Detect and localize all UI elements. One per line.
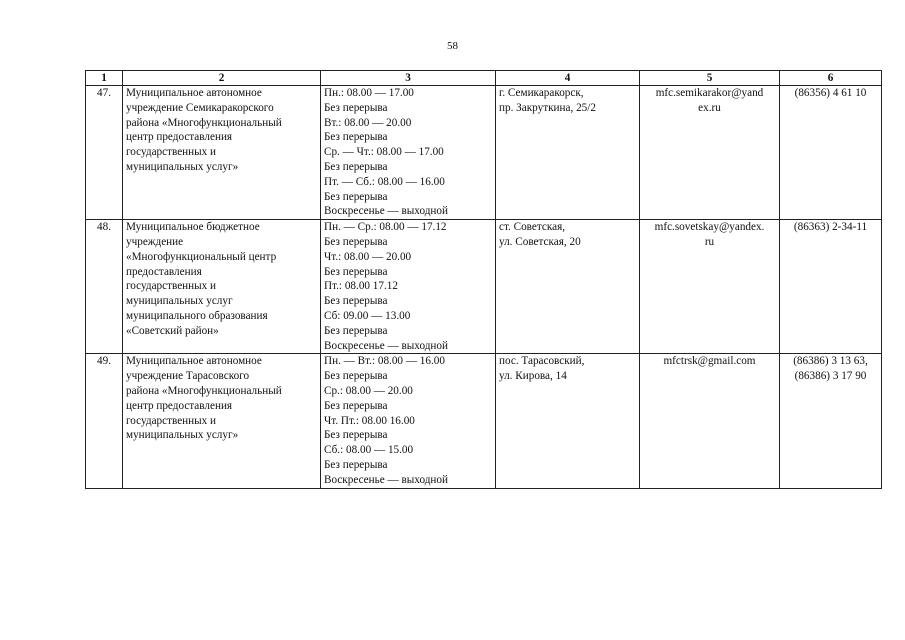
email-address <box>640 86 780 220</box>
organization-name-line: муниципальных услуг» <box>126 429 239 442</box>
column-header: 6 <box>780 71 882 86</box>
organization-name-line: района «Многофункциональный <box>126 116 282 129</box>
email-address <box>640 220 780 354</box>
organization-name-line: Муниципальное автономное <box>126 355 262 368</box>
address <box>496 220 640 354</box>
work-schedule-line: Без перерыва <box>324 295 388 308</box>
organization-name-line: предоставления <box>126 265 202 278</box>
work-schedule-line: Воскресенье — выходной <box>324 473 448 486</box>
work-schedule-line: Без перерыва <box>324 235 388 248</box>
row-number: 47. <box>86 86 123 220</box>
work-schedule-line: Без перерыва <box>324 265 388 278</box>
phone-number-line: (86386) 3 17 90 <box>794 370 867 383</box>
mfc-registry-table <box>85 70 882 489</box>
work-schedule-line: Пн. — Вт.: 08.00 — 16.00 <box>324 355 445 368</box>
work-schedule <box>321 354 496 488</box>
phone-number-line: (86386) 3 13 63, <box>793 355 868 368</box>
organization-name-line: Муниципальное бюджетное <box>126 221 260 234</box>
phone-number <box>780 354 882 488</box>
organization-name-line: муниципального образования <box>126 309 268 322</box>
work-schedule-line: Без перерыва <box>324 399 388 412</box>
organization-name-line: муниципальных услуг <box>126 295 233 308</box>
work-schedule-line: Без перерыва <box>324 458 388 471</box>
email-address-line: mfctrsk@gmail.com <box>663 355 756 368</box>
organization-name-line: Муниципальное автономное <box>126 87 262 99</box>
column-header: 1 <box>86 71 123 86</box>
work-schedule-line: Без перерыва <box>324 324 388 337</box>
work-schedule-line: Без перерыва <box>324 131 388 144</box>
work-schedule <box>321 86 496 220</box>
column-header: 5 <box>640 71 780 86</box>
row-number: 48. <box>86 220 123 354</box>
organization-name-line: центр предоставления <box>126 131 233 144</box>
address-line: пос. Тарасовский, <box>499 355 585 368</box>
email-address-line: ex.ru <box>698 101 721 114</box>
email-address <box>640 354 780 488</box>
work-schedule-line: Без перерыва <box>324 370 388 383</box>
table-row <box>86 86 882 220</box>
phone-number-line: (86363) 2-34-11 <box>793 221 868 234</box>
work-schedule <box>321 220 496 354</box>
page-number: 58 <box>447 40 458 52</box>
work-schedule-line: Воскресенье — выходной <box>324 339 448 352</box>
work-schedule-line: Без перерыва <box>324 190 388 203</box>
email-address-line: mfc.semikarakor@yand <box>655 87 764 99</box>
work-schedule-line: Ср. — Чт.: 08.00 — 17.00 <box>324 146 444 159</box>
address-line: г. Семикаракорск, <box>499 87 584 99</box>
organization-name-line: муниципальных услуг» <box>126 160 239 173</box>
organization-name-line: государственных и <box>126 146 217 159</box>
organization-name <box>123 354 321 488</box>
organization-name-line: центр предоставления <box>126 399 233 412</box>
address-line: пр. Закруткина, 25/2 <box>499 101 596 114</box>
column-header: 2 <box>123 71 321 86</box>
row-number: 49. <box>86 354 123 488</box>
organization-name <box>123 220 321 354</box>
organization-name-line: учреждение Семикаракорского <box>126 101 274 114</box>
table-row <box>86 354 882 488</box>
work-schedule-line: Пт.: 08.00 17.12 <box>324 280 398 293</box>
phone-number <box>780 220 882 354</box>
email-address-line: mfc.sovetskay@yandex. <box>654 221 765 234</box>
organization-name <box>123 86 321 220</box>
organization-name-line: учреждение <box>126 235 184 248</box>
work-schedule-line: Без перерыва <box>324 429 388 442</box>
column-header: 3 <box>321 71 496 86</box>
work-schedule-line: Сб: 09.00 — 13.00 <box>324 309 411 322</box>
address-line: ст. Советская, <box>499 221 566 234</box>
work-schedule-line: Вт.: 08.00 — 20.00 <box>324 116 412 129</box>
work-schedule-line: Пн. — Ср.: 08.00 — 17.12 <box>324 221 447 234</box>
address-line: ул. Советская, 20 <box>499 235 581 248</box>
table-header-row <box>86 71 882 86</box>
work-schedule-line: Чт. Пт.: 08.00 16.00 <box>324 414 415 427</box>
work-schedule-line: Пн.: 08.00 — 17.00 <box>324 87 414 99</box>
organization-name-line: «Советский район» <box>126 324 219 337</box>
phone-number-line: (86356) 4 61 10 <box>794 87 867 99</box>
organization-name-line: государственных и <box>126 414 217 427</box>
work-schedule-line: Пт. — Сб.: 08.00 — 16.00 <box>324 175 445 188</box>
column-header: 4 <box>496 71 640 86</box>
organization-name-line: государственных и <box>126 280 217 293</box>
work-schedule-line: Ср.: 08.00 — 20.00 <box>324 384 413 397</box>
work-schedule-line: Воскресенье — выходной <box>324 205 448 218</box>
organization-name-line: учреждение Тарасовского <box>126 370 250 383</box>
address-line: ул. Кирова, 14 <box>499 370 567 383</box>
work-schedule-line: Чт.: 08.00 — 20.00 <box>324 250 412 263</box>
work-schedule-line: Сб.: 08.00 — 15.00 <box>324 444 414 457</box>
organization-name-line: «Многофункциональный центр <box>126 250 277 263</box>
address <box>496 354 640 488</box>
work-schedule-line: Без перерыва <box>324 101 388 114</box>
address <box>496 86 640 220</box>
table-row <box>86 220 882 354</box>
work-schedule-line: Без перерыва <box>324 160 388 173</box>
email-address-line: ru <box>704 235 715 248</box>
phone-number <box>780 86 882 220</box>
organization-name-line: района «Многофункциональный <box>126 384 282 397</box>
